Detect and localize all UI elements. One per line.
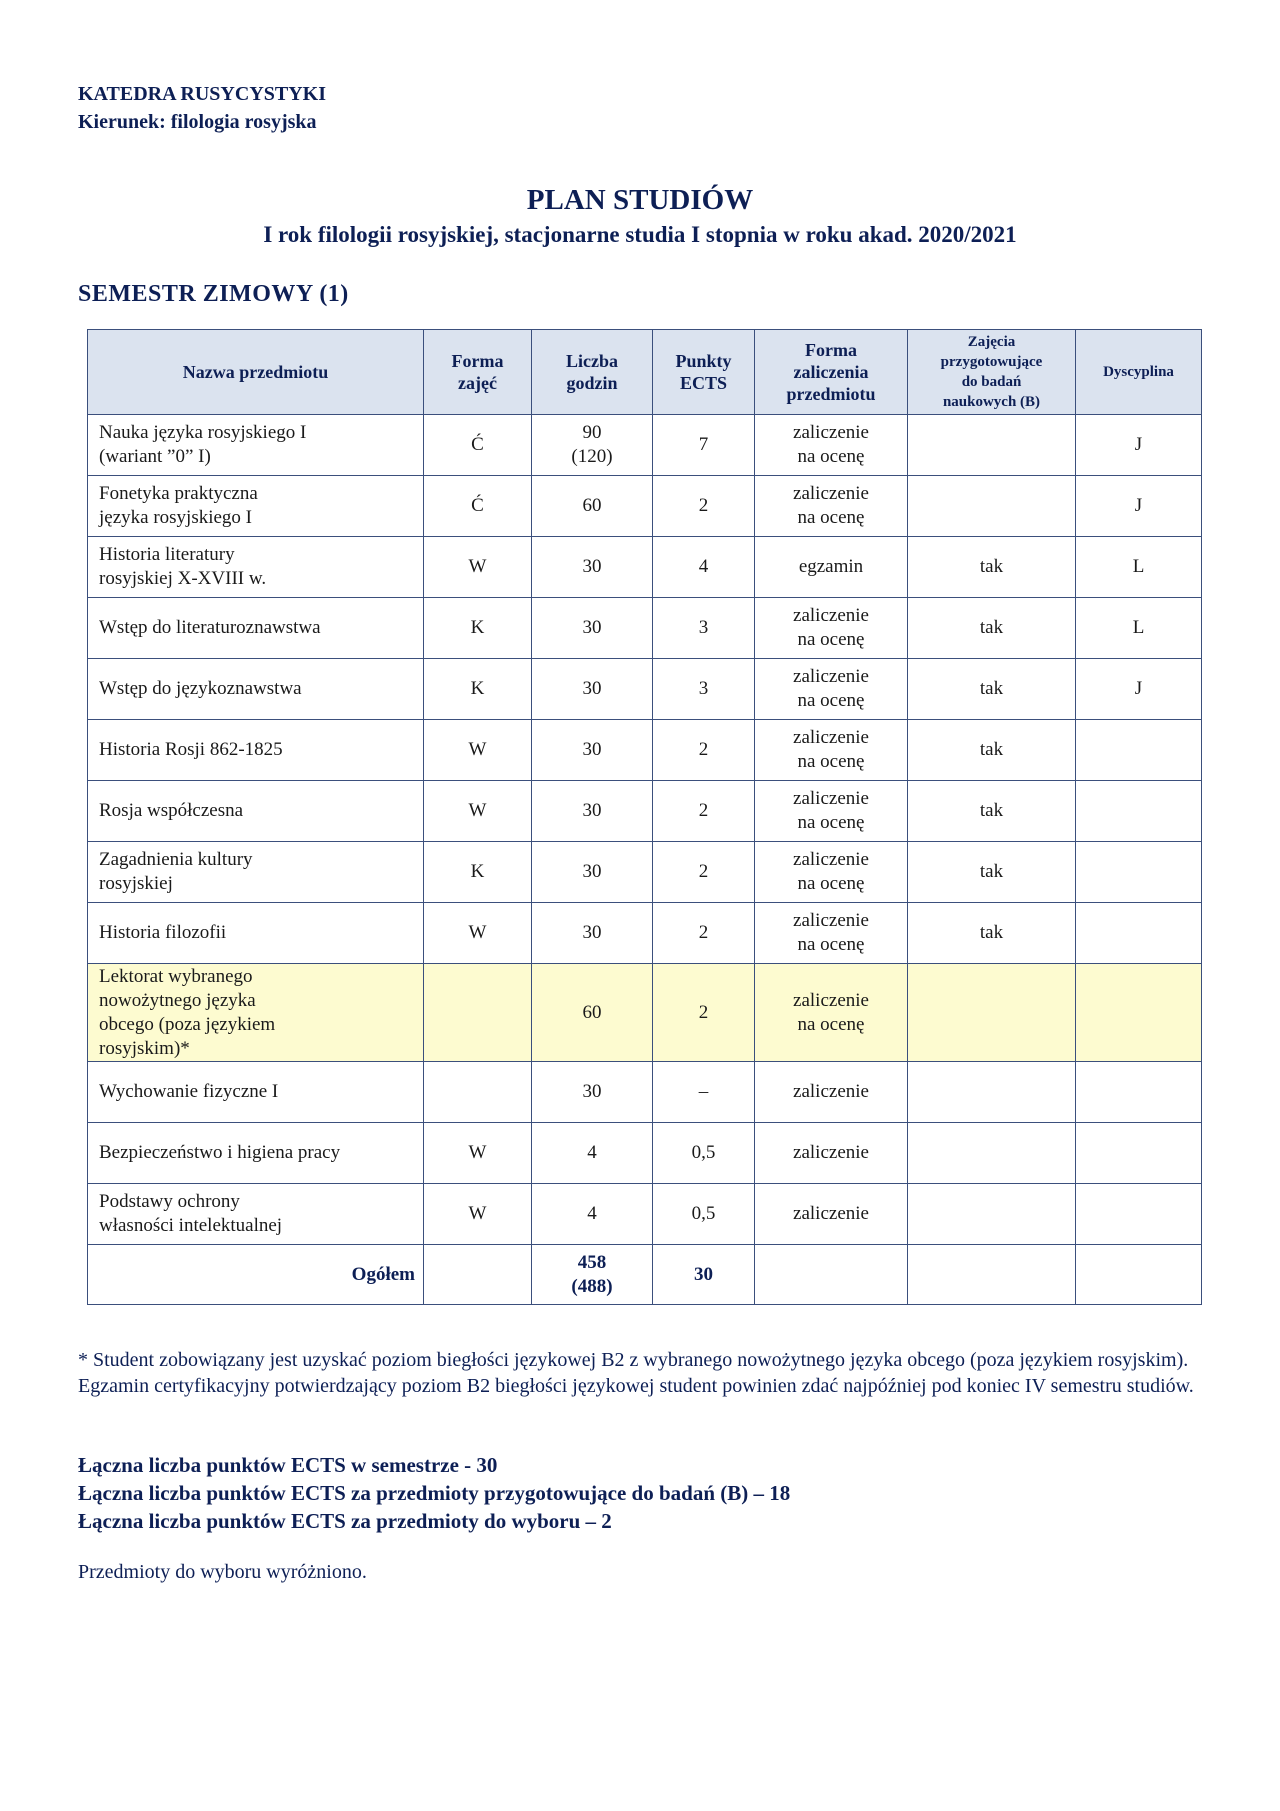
column-header-name: Nazwa przedmiotu bbox=[88, 330, 424, 415]
cell-assessment: zaliczenie na ocenę bbox=[755, 720, 908, 781]
page-title: PLAN STUDIÓW bbox=[526, 184, 754, 216]
cell-ects: 7 bbox=[653, 415, 755, 476]
cell-research bbox=[908, 1062, 1076, 1123]
table-row-elective bbox=[88, 964, 1202, 1062]
footnote: * Student zobowiązany jest uzyskać poziom biegłości językowej B2 z wybranego nowożytnego języka obcego (poza językiem rosyjskim). Egzamin certyfikacyjny potwierdzający poziom B2 biegłości językowej student powinien zdać najpóźniej pod koniec IV semestru studiów. bbox=[78, 1349, 1194, 1397]
cell-form: W bbox=[424, 1184, 532, 1245]
semester-heading: SEMESTR ZIMOWY (1) bbox=[78, 281, 349, 307]
summary-line-elective: Łączna liczba punktów ECTS za przedmioty do wyboru – 2 bbox=[78, 1509, 612, 1533]
cell-assessment: zaliczenie na ocenę bbox=[755, 659, 908, 720]
cell-form: W bbox=[424, 537, 532, 598]
cell-discipline: J bbox=[1076, 476, 1202, 537]
cell-assessment bbox=[755, 1245, 908, 1305]
column-header-form: Forma zajęć bbox=[424, 330, 532, 415]
cell-hours: 30 bbox=[532, 1062, 653, 1123]
cell-form: Ć bbox=[424, 415, 532, 476]
cell-assessment: zaliczenie na ocenę bbox=[755, 842, 908, 903]
cell-discipline bbox=[1076, 842, 1202, 903]
cell-course-name: Wychowanie fizyczne I bbox=[88, 1062, 424, 1123]
cell-ects: 2 bbox=[653, 903, 755, 964]
table-row bbox=[88, 781, 1202, 842]
cell-hours: 30 bbox=[532, 537, 653, 598]
cell-research bbox=[908, 964, 1076, 1062]
cell-discipline bbox=[1076, 781, 1202, 842]
cell-hours: 30 bbox=[532, 598, 653, 659]
table-row bbox=[88, 476, 1202, 537]
table-row bbox=[88, 415, 1202, 476]
total-ects: 30 bbox=[653, 1245, 755, 1305]
cell-form: W bbox=[424, 903, 532, 964]
cell-ects: 3 bbox=[653, 659, 755, 720]
cell-research: tak bbox=[908, 903, 1076, 964]
cell-form bbox=[424, 1245, 532, 1305]
cell-form bbox=[424, 964, 532, 1062]
cell-assessment: zaliczenie na ocenę bbox=[755, 598, 908, 659]
column-header-research: Zajęcia przygotowujące do badań naukowych (B) bbox=[908, 330, 1076, 415]
cell-hours: 4 bbox=[532, 1123, 653, 1184]
cell-course-name: Rosja współczesna bbox=[88, 781, 424, 842]
cell-discipline bbox=[1076, 1062, 1202, 1123]
department-name: KATEDRA RUSYCYSTYKI bbox=[78, 83, 327, 105]
cell-form: Ć bbox=[424, 476, 532, 537]
cell-research: tak bbox=[908, 659, 1076, 720]
cell-ects: 2 bbox=[653, 720, 755, 781]
document-header bbox=[78, 80, 326, 136]
cell-course-name: Nauka języka rosyjskiego I (wariant ”0” I) bbox=[88, 415, 424, 476]
table-total-row bbox=[88, 1245, 1202, 1305]
cell-assessment: zaliczenie na ocenę bbox=[755, 964, 908, 1062]
cell-discipline bbox=[1076, 903, 1202, 964]
summary-line-total: Łączna liczba punktów ECTS w semestrze - 30 bbox=[78, 1453, 498, 1477]
cell-hours: 30 bbox=[532, 842, 653, 903]
cell-form: W bbox=[424, 720, 532, 781]
cell-course-name: Historia literatury rosyjskiej X-XVIII w. bbox=[88, 537, 424, 598]
cell-discipline bbox=[1076, 964, 1202, 1062]
cell-form: W bbox=[424, 781, 532, 842]
table-row bbox=[88, 720, 1202, 781]
cell-discipline: J bbox=[1076, 415, 1202, 476]
cell-ects: 2 bbox=[653, 964, 755, 1062]
cell-form: K bbox=[424, 842, 532, 903]
cell-assessment: zaliczenie bbox=[755, 1062, 908, 1123]
program-name: Kierunek: filologia rosyjska bbox=[78, 111, 317, 133]
cell-research bbox=[908, 1245, 1076, 1305]
cell-discipline bbox=[1076, 1123, 1202, 1184]
ects-summary bbox=[78, 1451, 790, 1535]
cell-hours: 30 bbox=[532, 720, 653, 781]
cell-discipline: L bbox=[1076, 598, 1202, 659]
cell-hours: 4 bbox=[532, 1184, 653, 1245]
cell-hours: 30 bbox=[532, 659, 653, 720]
total-hours: 458 (488) bbox=[532, 1245, 653, 1305]
cell-form: K bbox=[424, 598, 532, 659]
cell-assessment: zaliczenie na ocenę bbox=[755, 476, 908, 537]
cell-research bbox=[908, 1123, 1076, 1184]
cell-discipline bbox=[1076, 1245, 1202, 1305]
table-row bbox=[88, 842, 1202, 903]
cell-research bbox=[908, 476, 1076, 537]
cell-course-name: Wstęp do literaturoznawstwa bbox=[88, 598, 424, 659]
column-header-assessment: Forma zaliczenia przedmiotu bbox=[755, 330, 908, 415]
table-row bbox=[88, 1123, 1202, 1184]
cell-assessment: zaliczenie bbox=[755, 1184, 908, 1245]
column-header-hours: Liczba godzin bbox=[532, 330, 653, 415]
closing-note: Przedmioty do wyboru wyróżniono. bbox=[78, 1561, 367, 1583]
cell-course-name: Wstęp do językoznawstwa bbox=[88, 659, 424, 720]
study-plan-table bbox=[87, 329, 1202, 1305]
table-row bbox=[88, 537, 1202, 598]
table-row bbox=[88, 1184, 1202, 1245]
column-header-discipline: Dyscyplina bbox=[1076, 330, 1202, 415]
cell-research: tak bbox=[908, 781, 1076, 842]
cell-ects: 0,5 bbox=[653, 1184, 755, 1245]
summary-line-research: Łączna liczba punktów ECTS za przedmioty przygotowujące do badań (B) – 18 bbox=[78, 1481, 791, 1505]
cell-hours: 30 bbox=[532, 781, 653, 842]
cell-assessment: zaliczenie bbox=[755, 1123, 908, 1184]
column-header-ects: Punkty ECTS bbox=[653, 330, 755, 415]
table-row bbox=[88, 903, 1202, 964]
cell-research bbox=[908, 1184, 1076, 1245]
cell-discipline bbox=[1076, 720, 1202, 781]
cell-assessment: zaliczenie na ocenę bbox=[755, 415, 908, 476]
cell-course-name: Lektorat wybranego nowożytnego języka obcego (poza językiem rosyjskim)* bbox=[88, 964, 424, 1062]
cell-ects: 2 bbox=[653, 781, 755, 842]
cell-ects: – bbox=[653, 1062, 755, 1123]
cell-research bbox=[908, 415, 1076, 476]
cell-course-name: Zagadnienia kultury rosyjskiej bbox=[88, 842, 424, 903]
cell-hours: 30 bbox=[532, 903, 653, 964]
cell-hours: 90 (120) bbox=[532, 415, 653, 476]
page-subtitle: I rok filologii rosyjskiej, stacjonarne studia I stopnia w roku akad. 2020/2021 bbox=[263, 222, 1017, 247]
cell-form bbox=[424, 1062, 532, 1123]
cell-research: tak bbox=[908, 842, 1076, 903]
cell-course-name: Bezpieczeństwo i higiena pracy bbox=[88, 1123, 424, 1184]
cell-research: tak bbox=[908, 720, 1076, 781]
cell-ects: 2 bbox=[653, 842, 755, 903]
total-label: Ogółem bbox=[88, 1245, 424, 1305]
table-header-row bbox=[88, 330, 1202, 415]
cell-hours: 60 bbox=[532, 964, 653, 1062]
cell-assessment: egzamin bbox=[755, 537, 908, 598]
cell-course-name: Podstawy ochrony własności intelektualnej bbox=[88, 1184, 424, 1245]
cell-course-name: Historia filozofii bbox=[88, 903, 424, 964]
cell-research: tak bbox=[908, 598, 1076, 659]
cell-course-name: Fonetyka praktyczna języka rosyjskiego I bbox=[88, 476, 424, 537]
cell-ects: 0,5 bbox=[653, 1123, 755, 1184]
cell-assessment: zaliczenie na ocenę bbox=[755, 781, 908, 842]
cell-course-name: Historia Rosji 862-1825 bbox=[88, 720, 424, 781]
cell-discipline: L bbox=[1076, 537, 1202, 598]
cell-discipline bbox=[1076, 1184, 1202, 1245]
cell-ects: 4 bbox=[653, 537, 755, 598]
cell-form: W bbox=[424, 1123, 532, 1184]
table-row bbox=[88, 1062, 1202, 1123]
cell-form: K bbox=[424, 659, 532, 720]
cell-discipline: J bbox=[1076, 659, 1202, 720]
cell-ects: 3 bbox=[653, 598, 755, 659]
cell-ects: 2 bbox=[653, 476, 755, 537]
table-row bbox=[88, 659, 1202, 720]
cell-research: tak bbox=[908, 537, 1076, 598]
table-row bbox=[88, 598, 1202, 659]
cell-hours: 60 bbox=[532, 476, 653, 537]
cell-assessment: zaliczenie na ocenę bbox=[755, 903, 908, 964]
